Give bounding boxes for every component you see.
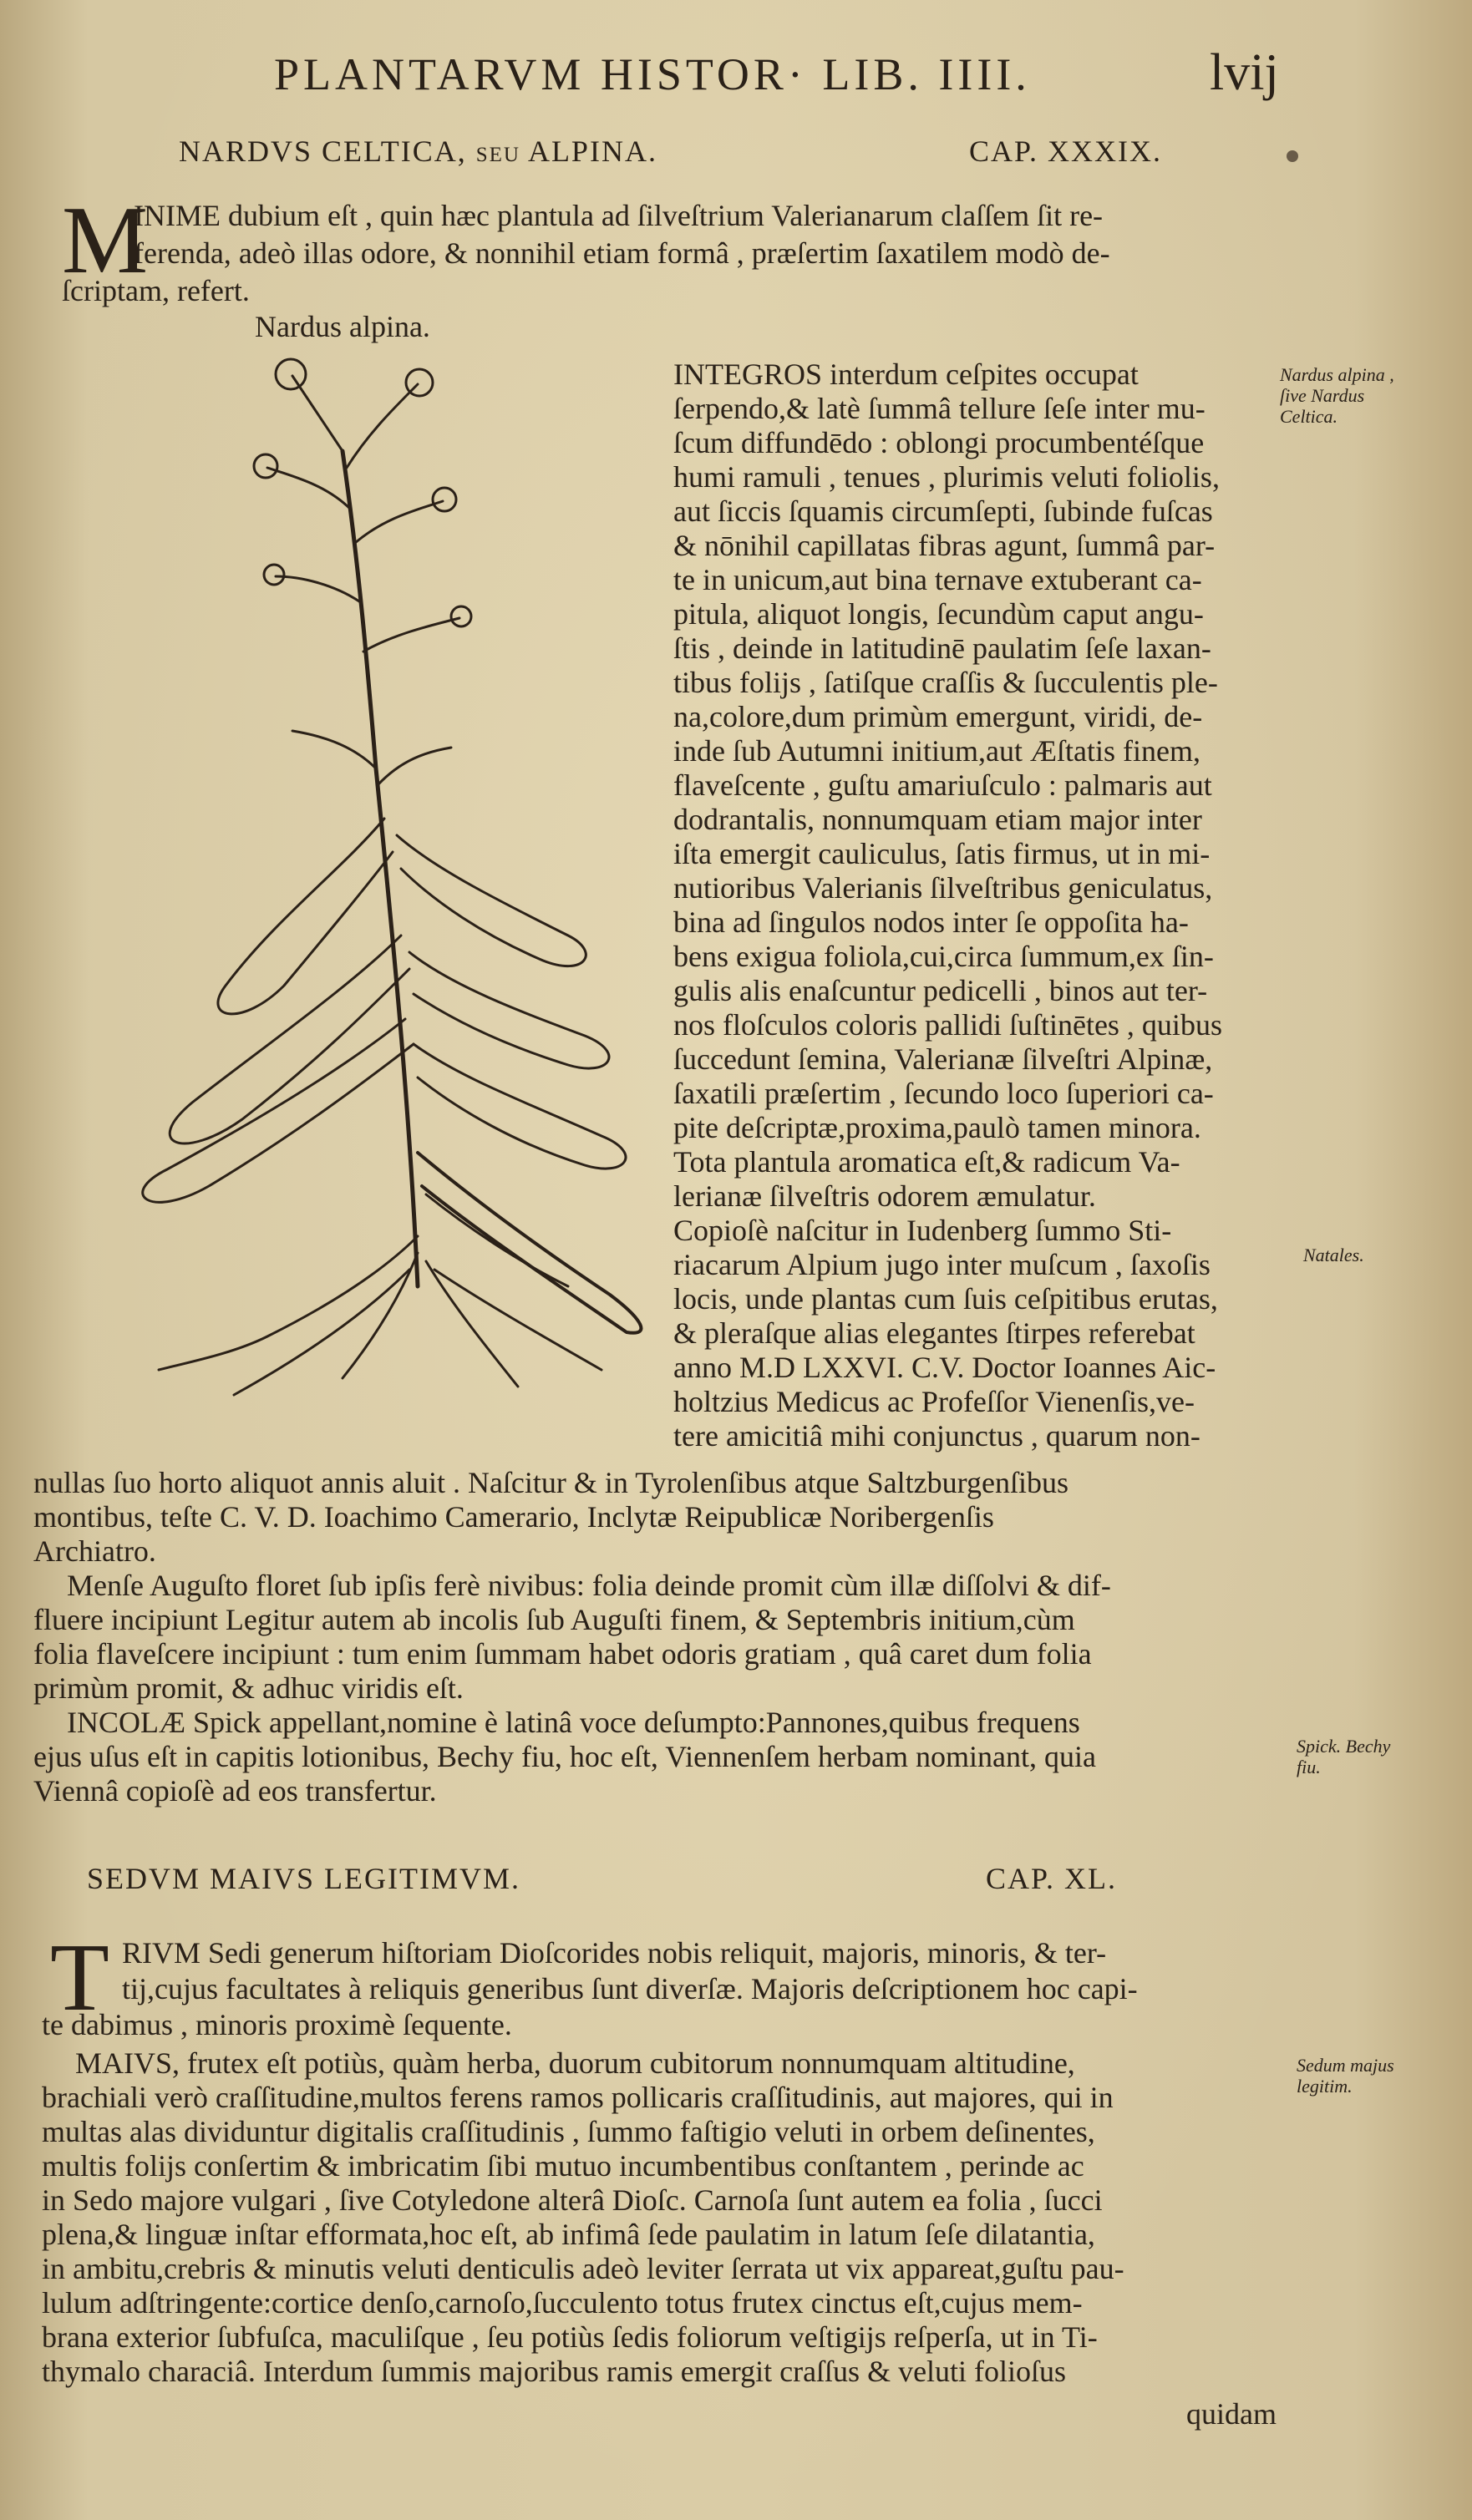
- text-line: primùm promit, & adhuc viridis eſt.: [33, 1671, 464, 1705]
- chapter40-body: [42, 2046, 1287, 2389]
- text-line: flaveſcente , guſtu amariuſculo : palmaris aut: [673, 768, 1212, 802]
- text-line: tere amicitiâ mihi conjunctus , quarum non-: [673, 1419, 1200, 1453]
- text-line: montibus, teſte C. V. D. Ioachimo Camerario, Inclytæ Reipublicæ Noribergenſis: [33, 1500, 994, 1534]
- text-line: brachiali verò craſſitudine,multos ferens ramos pollicaris craſſitudinis, aut majores, qui in: [42, 2081, 1114, 2114]
- folio-number: lvij: [1210, 44, 1279, 101]
- text-line: thymalo characiâ. Interdum ſummis majoribus ramis emergit craſſus & veluti folioſus: [42, 2355, 1067, 2388]
- running-title: PLANTARVM HISTOR· LIB. IIII.: [274, 49, 1031, 99]
- margin-note-sedum: Sedum majus legitim.: [1297, 2055, 1394, 2097]
- text-line: in Sedo majore vulgari , ſive Cotyledone alterâ Dioſc. Carnoſa ſunt autem ea folia , ſucci: [42, 2183, 1103, 2217]
- full-width-text: [33, 1466, 1278, 1808]
- intro-line: ſcriptam, refert.: [62, 274, 250, 307]
- text-line: MAIVS, frutex eſt potiùs, quàm herba, duorum cubitorum nonnumquam altitudine,: [75, 2046, 1075, 2080]
- text-line: iſta emergit cauliculus, ſatis firmus, ut in mi-: [673, 837, 1211, 870]
- text-line: riacarum Alpium jugo inter muſcum , ſaxoſis: [673, 1248, 1211, 1281]
- text-line: gulis alis enaſcuntur pedicelli , binos aut ter-: [673, 974, 1208, 1007]
- text-line: Viennâ copioſè ad eos transfertur.: [33, 1774, 437, 1808]
- text-line: fluere incipiunt Legitur autem ab incolis ſub Auguſti finem, & Septembris initium,cùm: [33, 1603, 1075, 1636]
- text-line: & pleraſque alias elegantes ſtirpes referebat: [673, 1316, 1195, 1350]
- text-line: in ambitu,crebris & minutis veluti denticulis adeò leviter ſerrata ut vix appareat,guſtu pau-: [42, 2252, 1124, 2285]
- chapter-title: NARDVS CELTICA, ſeu ALPINA.: [179, 134, 657, 168]
- intro-line: RIVM Sedi generum hiſtoriam Dioſcorides nobis reliquit, majoris, minoris, & ter-: [122, 1936, 1107, 1970]
- text-line: holtzius Medicus ac Profeſſor Vienenſis,ve-: [673, 1385, 1195, 1418]
- text-line: INCOLÆ Spick appellant,nomine è latinâ voce deſumpto:Pannones,quibus frequens: [67, 1706, 1080, 1739]
- text-line: multas alas dividuntur digitalis craſſitudinis , ſummo faſtigio veluti in orbem deſinentes,: [42, 2115, 1095, 2148]
- text-line: nullas ſuo horto aliquot annis aluit . Naſcitur & in Tyrolenſibus atque Saltzburgenſibus: [33, 1466, 1068, 1499]
- text-line: Tota plantula aromatica eſt,& radicum Va-: [673, 1145, 1180, 1179]
- intro-line: ferenda, adeò illas odore, & nonnihil etiam formâ , præſertim ſaxatilem modò de-: [134, 236, 1110, 270]
- text-line: Copioſè naſcitur in Iudenberg ſummo Sti-: [673, 1214, 1172, 1247]
- intro-line: te dabimus , minoris proximè ſequente.: [42, 2008, 512, 2041]
- text-line: ſuccedunt ſemina, Valerianæ ſilveſtri Alpinæ,: [673, 1042, 1213, 1076]
- margin-note-nardus: Nardus alpina , ſive Nardus Celtica.: [1280, 364, 1394, 427]
- nardus-woodcut-illustration: [67, 351, 668, 1420]
- text-line: lulum adſtringente:cortice denſo,carnoſo,ſucculento totus frutex cinctus eſt,cujus mem-: [42, 2286, 1083, 2320]
- margin-note-spick: Spick. Bechy fiu.: [1297, 1736, 1391, 1777]
- text-line: na,colore,dum primùm emergunt, viridi, de-: [673, 700, 1203, 733]
- text-line: nutioribus Valerianis ſilveſtribus geniculatus,: [673, 871, 1213, 905]
- text-line: tibus folijs , ſatiſque craſſis & ſucculentis ple-: [673, 666, 1218, 699]
- text-line: lerianæ ſilveſtris odorem æmulatur.: [673, 1179, 1096, 1213]
- text-line: multis folijs conſertim & imbricatim ſibi mutuo incumbentibus conſtantem , perinde ac: [42, 2149, 1084, 2183]
- text-line: humi ramuli , tenues , plurimis veluti foliolis,: [673, 460, 1220, 494]
- text-line: ſcum diffundēdo : oblongi procumbentéſque: [673, 426, 1205, 459]
- text-line: & nōnihil capillatas fibras agunt, ſummâ par-: [673, 529, 1216, 562]
- text-line: te in unicum,aut bina ternave extuberant ca-: [673, 563, 1202, 596]
- text-line: anno M.D LXXVI. C.V. Doctor Ioannes Aic-: [673, 1351, 1216, 1384]
- chapter-number: CAP. XXXIX.: [969, 134, 1163, 168]
- drop-cap: T: [50, 1924, 109, 2031]
- text-line: ſaxatili præſertim , ſecundo loco ſuperiori ca-: [673, 1077, 1214, 1110]
- intro-line: INIME dubium eſt , quin hæc plantula ad ſilveſtrium Valerianarum claſſem ſit re-: [134, 199, 1104, 232]
- text-line: plena,& linguæ inſtar efformata,hoc eſt, ab infimâ ſede paulatim in latum ſeſe dilatantia,: [42, 2218, 1095, 2251]
- text-line: brana exterior ſubfuſca, maculiſque , ſeu potiùs ſedis foliorum veſtigijs reſperſa, ut in Ti-: [42, 2320, 1098, 2354]
- catchword: quidam: [1186, 2397, 1277, 2431]
- text-line: dodrantalis, nonnumquam etiam major inter: [673, 803, 1202, 836]
- text-line: folia flaveſcere incipiunt : tum enim ſummam habet odoris gratiam , quâ caret dum folia: [33, 1637, 1092, 1671]
- text-line: ejus uſus eſt in capitis lotionibus, Bechy fiu, hoc eſt, Viennenſem herbam nominant, quia: [33, 1740, 1096, 1773]
- drop-cap: M: [62, 187, 149, 294]
- text-line: ſtis , deinde in latitudinē paulatim ſeſe laxan-: [673, 631, 1211, 665]
- margin-note-natales: Natales.: [1303, 1245, 1364, 1265]
- ink-spot: [1287, 150, 1298, 162]
- intro-line: tij,cujus facultates à reliquis generibus ſunt diverſæ. Majoris deſcriptionem hoc capi-: [122, 1972, 1138, 2005]
- text-line: Archiatro.: [33, 1534, 156, 1568]
- text-line: Menſe Auguſto floret ſub ipſis ferè nivibus: folia deinde promit cùm illæ diſſolvi & dif-: [67, 1569, 1111, 1602]
- text-line: ſerpendo,& latè ſummâ tellure ſeſe inter mu-: [673, 392, 1206, 425]
- text-line: bens exigua foliola,cui,circa ſummum,ex ſin-: [673, 940, 1214, 973]
- text-line: pitula, aliquot longis, ſecundùm caput angu-: [673, 597, 1204, 631]
- text-line: INTEGROS interdum ceſpites occupat: [673, 357, 1139, 391]
- text-line: pite deſcriptæ,proxima,paulò tamen minora.: [673, 1111, 1201, 1144]
- text-line: nos floſculos coloris pallidi ſuſtinētes , quibus: [673, 1008, 1222, 1042]
- chapter-number: CAP. XL.: [986, 1862, 1118, 1895]
- text-line: locis, unde plantas cum ſuis ceſpitibus erutas,: [673, 1282, 1218, 1316]
- figure-caption: Nardus alpina.: [255, 310, 430, 343]
- text-line: inde ſub Autumni initium,aut Æſtatis finem,: [673, 734, 1200, 768]
- chapter-title: SEDVM MAIVS LEGITIMVM.: [87, 1862, 520, 1895]
- text-line: bina ad ſingulos nodos inter ſe oppoſita ha-: [673, 905, 1189, 939]
- text-line: aut ſiccis ſquamis circumſepti, ſubinde fuſcas: [673, 494, 1213, 528]
- right-column: [673, 357, 1271, 1453]
